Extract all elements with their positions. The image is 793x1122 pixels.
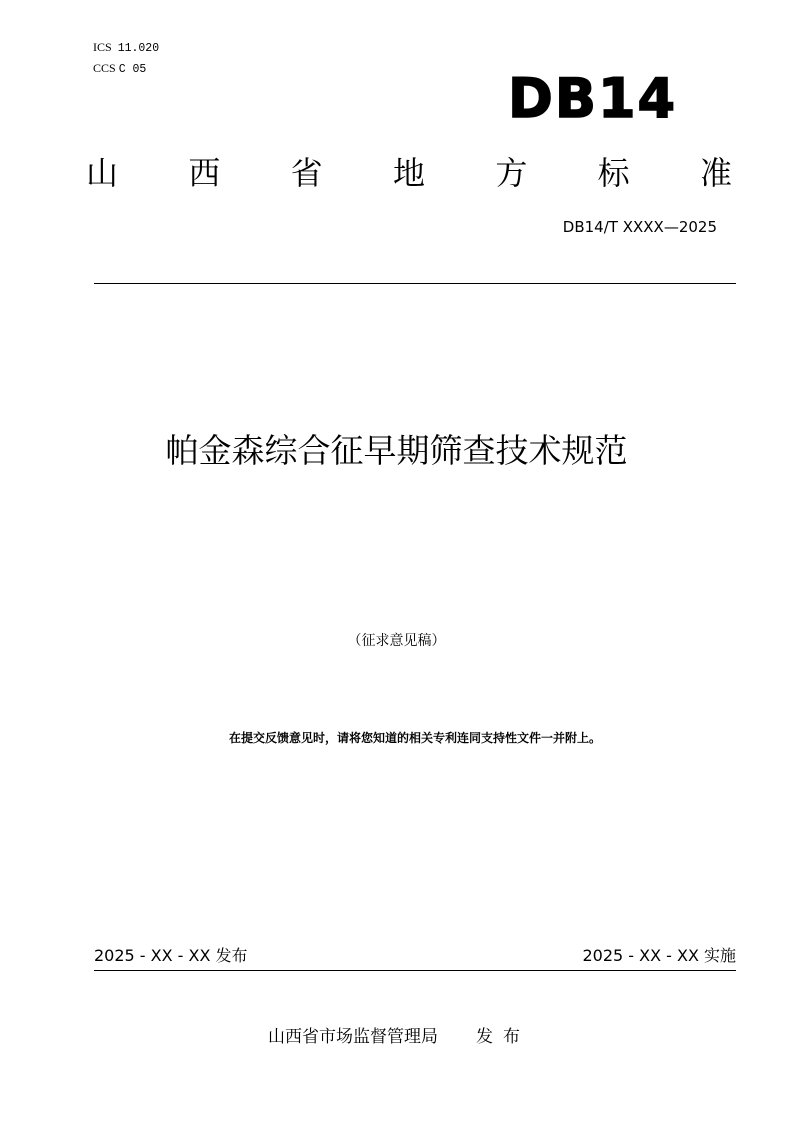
- ics-value: 11.020: [117, 42, 160, 55]
- ccs-code: [93, 61, 146, 77]
- ics-label: ICS: [93, 40, 112, 54]
- draft-label: （征求意见稿）: [347, 633, 446, 649]
- category-char: 方: [495, 154, 528, 192]
- db14-logo: DB14: [508, 67, 678, 130]
- patent-notice: 在提交反馈意见时，请将您知道的相关专利连同支持性文件一并附上。: [228, 731, 601, 745]
- ccs-value: C 05: [118, 63, 147, 76]
- category-char: 省: [290, 154, 323, 192]
- category-char: 山: [86, 154, 119, 192]
- document-title: 帕金森综合征早期筛查技术规范: [165, 431, 628, 470]
- category-char: 准: [699, 154, 732, 192]
- top-divider: [94, 283, 736, 284]
- issuer-line: [268, 1026, 530, 1048]
- implementation-date: 2025 - XX - XX 实施: [582, 946, 736, 965]
- standard-category-title: [86, 150, 732, 196]
- release-date: 2025 - XX - XX 发布: [94, 946, 248, 965]
- bottom-divider: [94, 970, 736, 971]
- ics-code: [93, 40, 159, 56]
- standard-number: DB14/T XXXX—2025: [562, 218, 717, 236]
- category-char: 标: [597, 154, 630, 192]
- issuer-action: 发布: [476, 1027, 530, 1047]
- issuer-name: 山西省市场监督管理局: [268, 1027, 438, 1047]
- ccs-label: CCS: [93, 61, 116, 75]
- category-char: 地: [392, 154, 425, 192]
- category-char: 西: [188, 154, 221, 192]
